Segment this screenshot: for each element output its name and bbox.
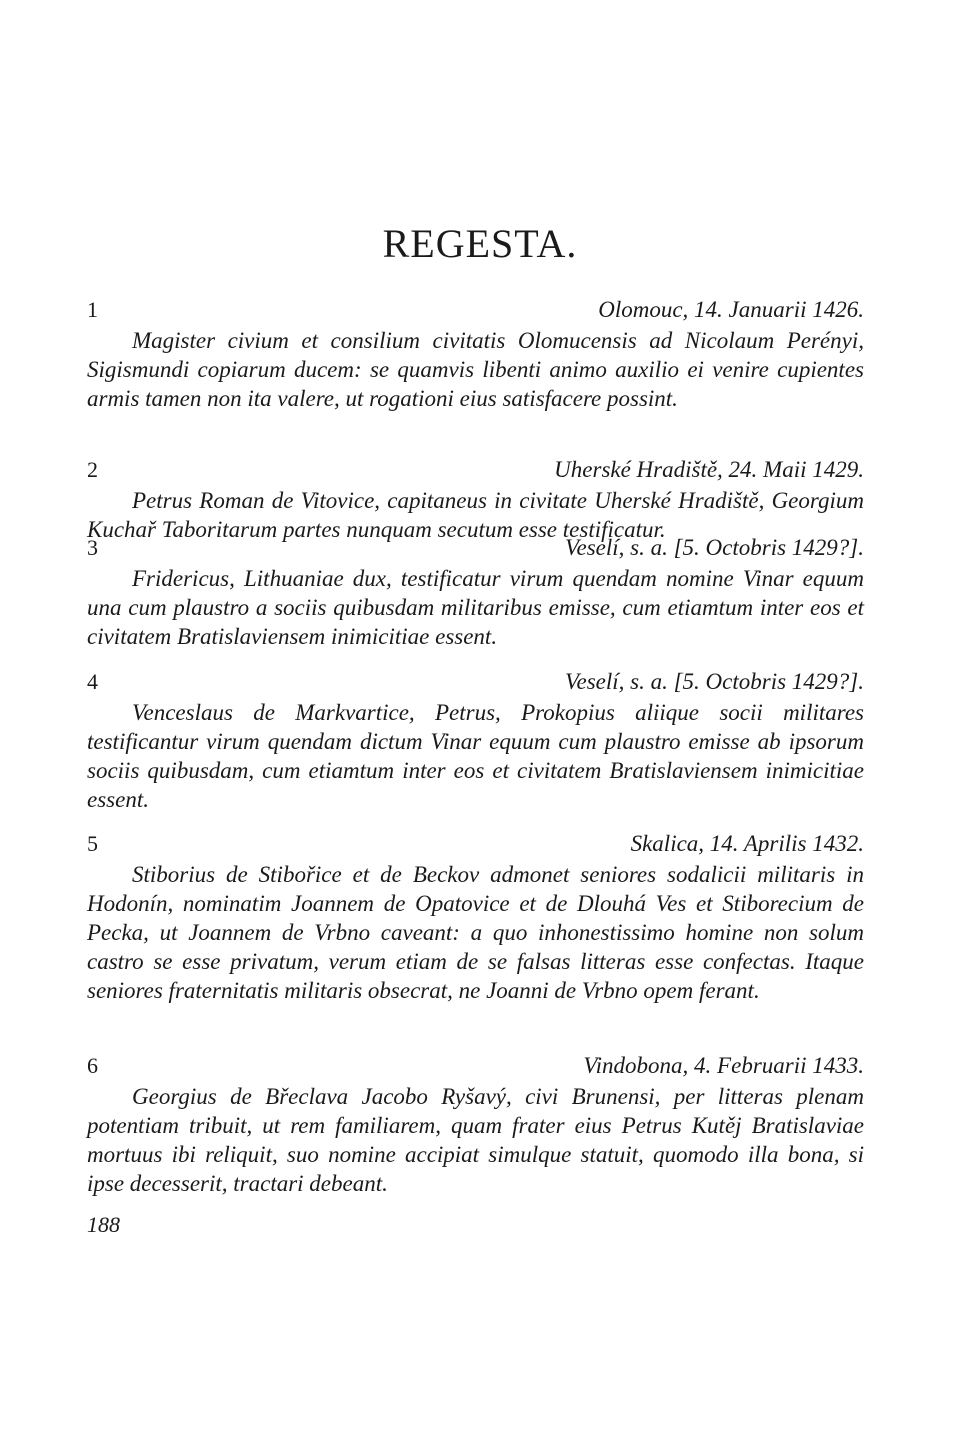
- entry-number: 5: [87, 831, 98, 856]
- entry-place-date: Uherské Hradiště, 24. Maii 1429.: [554, 457, 864, 482]
- entry-number: 1: [87, 297, 98, 322]
- entry-text: Petrus Roman de Vitovice, capitaneus in civitate Uherské Hradiště, Georgium Kuchař Taboritarum partes nunquam secutum esse testificatur.: [87, 488, 864, 542]
- regest-entry-5: [87, 828, 864, 1005]
- entry-header: [87, 828, 864, 860]
- entry-number: 2: [87, 457, 98, 482]
- regest-entry-3: [87, 532, 864, 651]
- entry-number: 3: [87, 535, 98, 560]
- entry-header: [87, 294, 864, 326]
- regest-entry-2: [87, 454, 864, 544]
- entry-text: Magister civium et consilium civitatis Olomucensis ad Nicolaum Perényi, Sigismundi copiarum ducem: se quamvis libenti animo auxilio ei venire cupientes armis tamen non ita valere, ut rogationi eius satisfacere possint.: [87, 328, 864, 411]
- regest-entry-4: [87, 666, 864, 814]
- entry-place-date: Veselí, s. a. [5. Octobris 1429?].: [565, 535, 864, 560]
- entry-number: 4: [87, 669, 98, 694]
- regest-entry-6: [87, 1050, 864, 1198]
- entry-header: [87, 1050, 864, 1082]
- entry-place-date: Veselí, s. a. [5. Octobris 1429?].: [565, 669, 864, 694]
- entry-text: Venceslaus de Markvartice, Petrus, Prokopius aliique socii militares testificantur virum quendam dictum Vinar equum cum plaustro emisse ab ipsorum sociis quibusdam, cum etiamtum inter eos et civitatem Bratislaviensem inimicitiae essent.: [87, 700, 864, 812]
- entry-place-date: Vindobona, 4. Februarii 1433.: [583, 1053, 864, 1078]
- regest-entry-1: [87, 294, 864, 413]
- entry-number: 6: [87, 1053, 98, 1078]
- entry-header: [87, 454, 864, 486]
- page-title: REGESTA.: [382, 221, 578, 266]
- entry-header: [87, 532, 864, 564]
- entry-place-date: Olomouc, 14. Januarii 1426.: [598, 297, 864, 322]
- entry-text: Fridericus, Lithuaniae dux, testificatur virum quendam nomine Vinar equum una cum plaustro a sociis quibusdam militaribus emisse, cum etiamtum inter eos et civitatem Bratislaviensem inimicitiae essent.: [87, 566, 864, 649]
- entry-text: Stiborius de Stibořice et de Beckov admonet seniores sodalicii militaris in Hodonín, nominatim Joannem de Opatovice et de Dlouhá Ves et Stiborecium de Pecka, ut Joannem de Vrbno caveant: a quo inhonestissimo homine non solum castro se esse privatum, verum etiam de se falsas litteras esse confectas. Itaque seniores fraternitatis militaris obsecrat, ne Joanni de Vrbno opem ferant.: [87, 862, 864, 1003]
- entry-text: Georgius de Břeclava Jacobo Ryšavý, civi Brunensi, per litteras plenam potentiam tribuit, ut rem familiarem, quam frater eius Petrus Kutěj Bratislaviae mortuus ibi reliquit, suo nomine accipiat simulque statuit, quomodo illa bona, si ipse decesserit, tractari debeant.: [87, 1084, 864, 1196]
- entry-place-date: Skalica, 14. Aprilis 1432.: [630, 831, 864, 856]
- entry-header: [87, 666, 864, 698]
- page-number: 188: [87, 1212, 120, 1237]
